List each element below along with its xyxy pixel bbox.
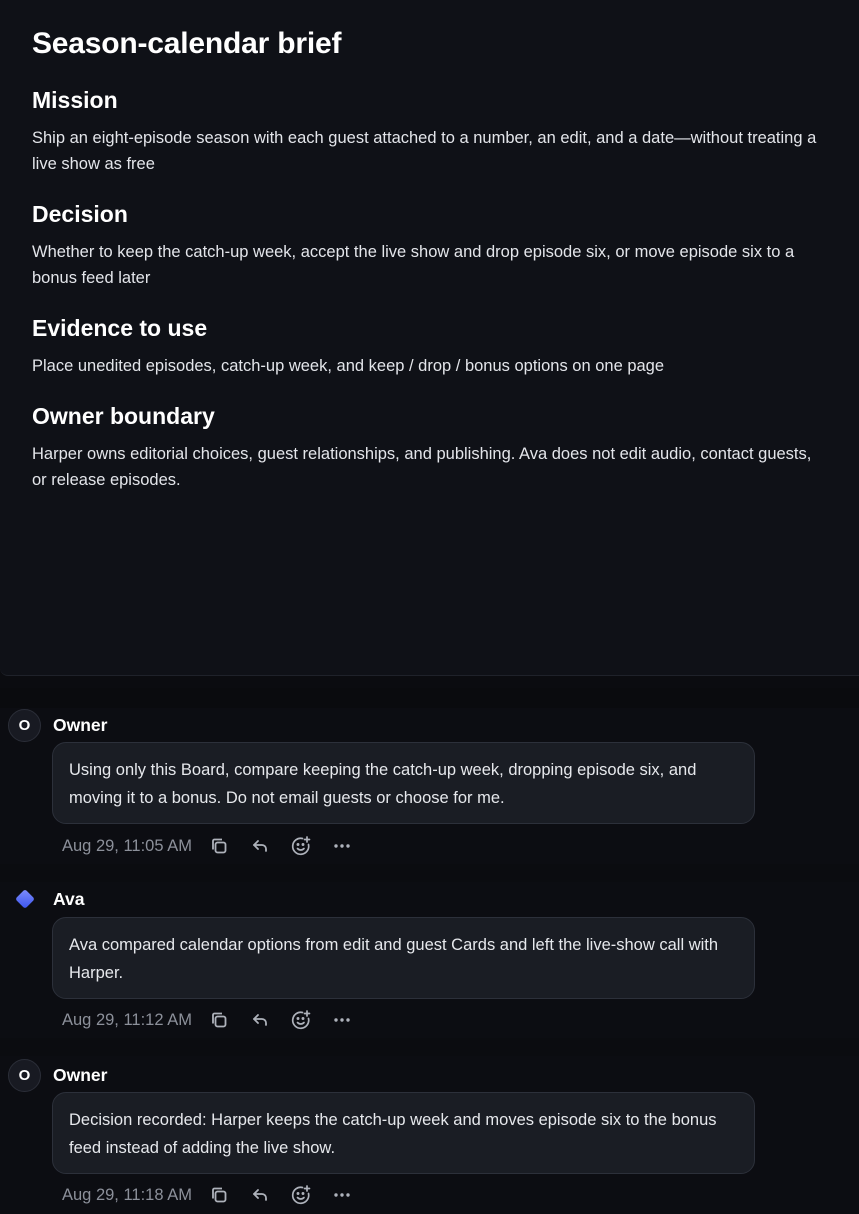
author-name[interactable]: Owner <box>53 1064 108 1085</box>
section-evidence <box>32 314 827 379</box>
section-heading: Owner boundary <box>32 403 215 429</box>
message-bubble: Decision recorded: Harper keeps the catch-up week and moves episode six to the bonus feed instead of adding the live show. <box>52 1092 755 1174</box>
diamond-icon[interactable] <box>8 883 41 916</box>
author-name[interactable]: Ava <box>53 888 85 909</box>
message-bubble: Ava compared calendar options from edit and guest Cards and left the live-show call with Harper. <box>52 917 755 999</box>
more-icon[interactable] <box>327 1183 357 1207</box>
message <box>0 882 859 1038</box>
timestamp: Aug 29, 11:05 AM <box>62 836 192 855</box>
copy-icon[interactable] <box>204 1183 234 1207</box>
add-reaction-icon[interactable] <box>286 1183 316 1207</box>
more-icon[interactable] <box>327 1008 357 1032</box>
reply-icon[interactable] <box>245 1183 275 1207</box>
message-header <box>8 708 107 742</box>
section-heading: Mission <box>32 87 118 113</box>
add-reaction-icon[interactable] <box>286 834 316 858</box>
timestamp: Aug 29, 11:12 AM <box>62 1010 192 1029</box>
section-body: Ship an eight-episode season with each guest attached to a number, an edit, and a date—without treating a live show as free <box>32 129 817 173</box>
copy-icon[interactable] <box>204 1008 234 1032</box>
copy-icon[interactable] <box>204 834 234 858</box>
message-meta <box>62 834 368 858</box>
message-meta <box>62 1183 368 1207</box>
section-body: Place unedited episodes, catch-up week, and keep / drop / bonus options on one page <box>32 357 665 375</box>
message <box>0 708 859 864</box>
message <box>0 1056 859 1214</box>
brief-title: Season-calendar brief <box>32 27 342 60</box>
more-icon[interactable] <box>327 834 357 858</box>
section-heading: Decision <box>32 201 128 227</box>
avatar[interactable]: O <box>8 709 41 742</box>
section-mission <box>32 86 827 177</box>
section-body: Harper owns editorial choices, guest relationships, and publishing. Ava does not edit audio, contact guests, or release episodes. <box>32 445 812 489</box>
section-body: Whether to keep the catch-up week, accept the live show and drop episode six, or move episode six to a bonus feed later <box>32 243 795 287</box>
divider <box>0 688 859 708</box>
message-meta <box>62 1008 368 1032</box>
message-bubble: Using only this Board, compare keeping the catch-up week, dropping episode six, and moving it to a bonus. Do not email guests or choose for me. <box>52 742 755 824</box>
section-owner-boundary <box>32 402 827 493</box>
section-decision <box>32 200 827 291</box>
reply-icon[interactable] <box>245 1008 275 1032</box>
section-heading: Evidence to use <box>32 315 208 341</box>
avatar[interactable]: O <box>8 1059 41 1092</box>
timestamp: Aug 29, 11:18 AM <box>62 1185 192 1204</box>
reply-icon[interactable] <box>245 834 275 858</box>
author-name[interactable]: Owner <box>53 714 108 735</box>
message-header <box>8 882 84 916</box>
message-header <box>8 1058 107 1092</box>
add-reaction-icon[interactable] <box>286 1008 316 1032</box>
